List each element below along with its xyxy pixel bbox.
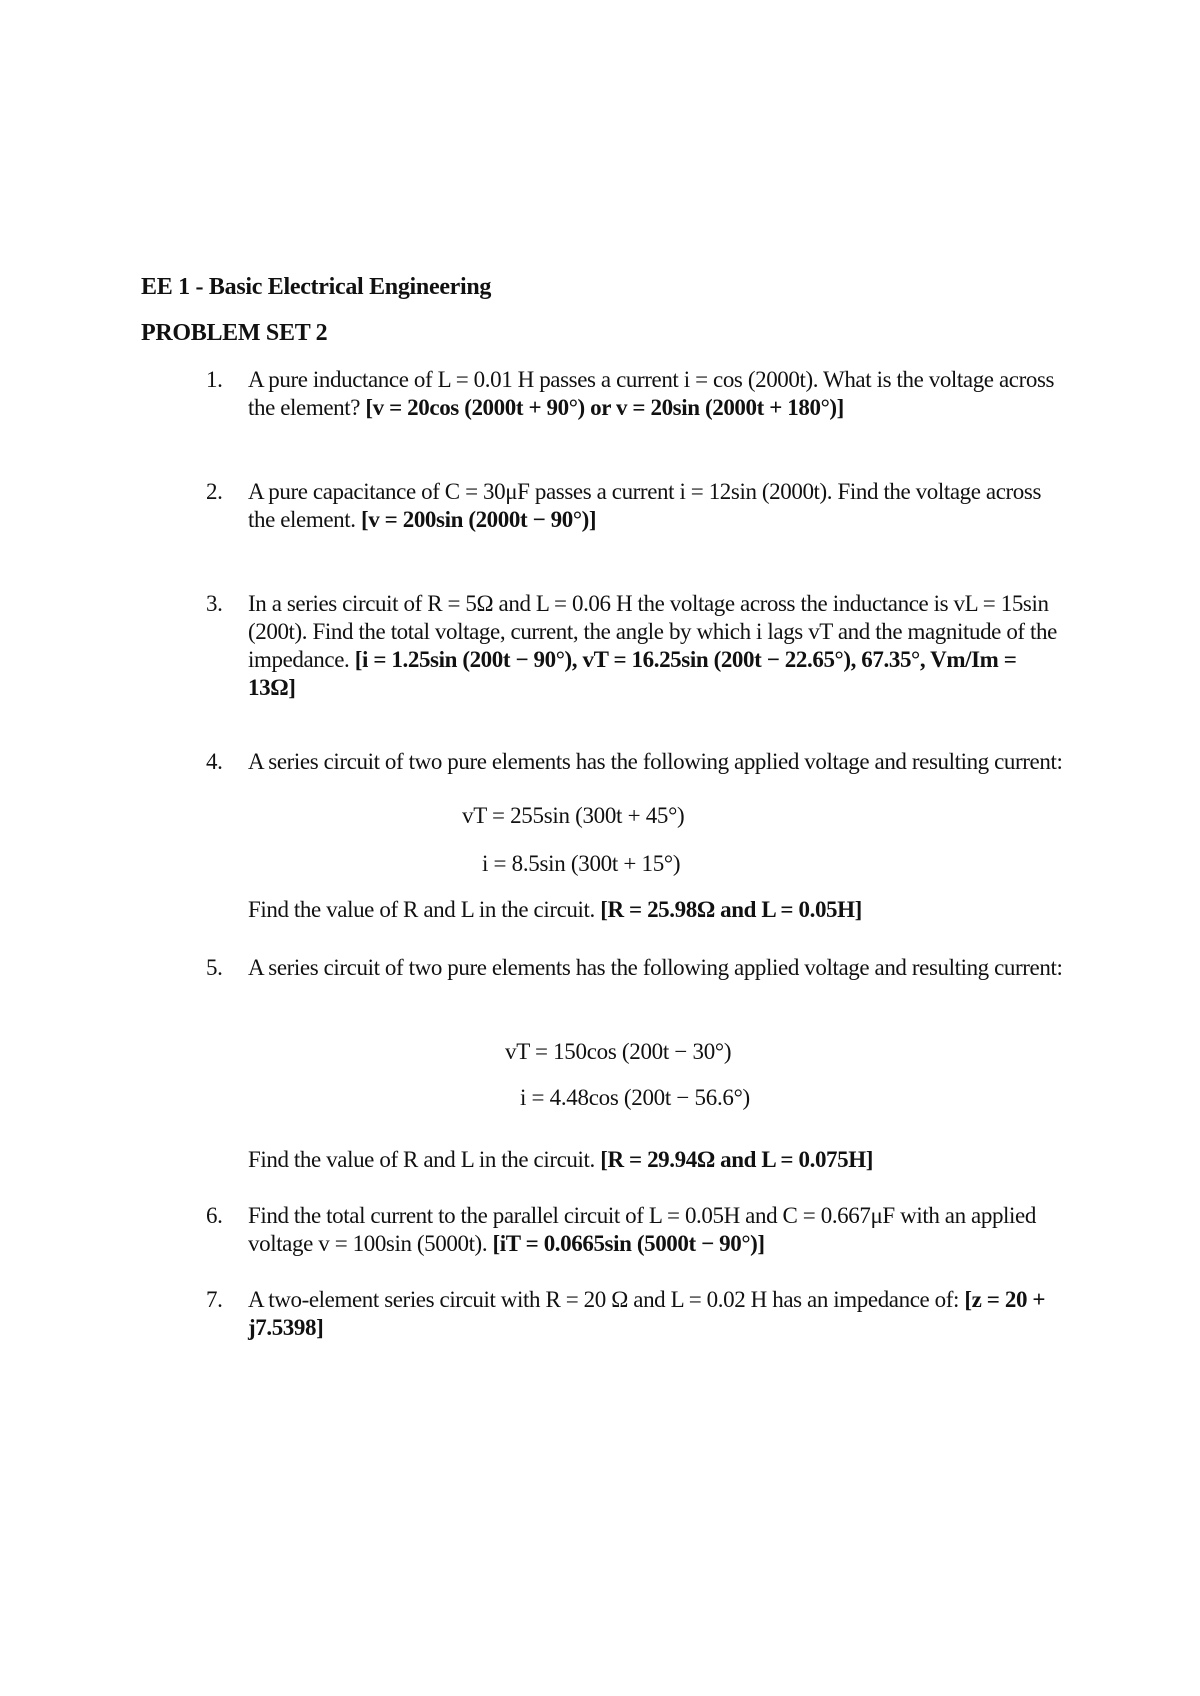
problem-number: 7. [206, 1287, 223, 1312]
problem-answer: [iT = 0.0665sin (5000t − 90°)] [492, 1231, 765, 1256]
problem-5-find [248, 1146, 873, 1174]
problem-text: A series circuit of two pure elements has the following applied voltage and resulting current: [248, 749, 1063, 774]
course-title: EE 1 - Basic Electrical Engineering [141, 274, 492, 300]
problem-4-find [248, 896, 862, 924]
problem-text: Find the total current to the parallel circuit of L = 0.05H and C = 0.667μF with an applied voltage v = 100sin (5000t). [248, 1203, 1036, 1256]
problem-6 [206, 1202, 1066, 1258]
find-text: Find the value of R and L in the circuit. [248, 1147, 595, 1172]
problem-1 [206, 366, 1066, 422]
problem-number: 5. [206, 955, 223, 980]
equation-voltage: vT = 150cos (200t − 30°) [505, 1039, 732, 1064]
problem-answer: [v = 200sin (2000t − 90°)] [360, 507, 597, 532]
problem-number: 3. [206, 591, 223, 616]
problem-answer: [z = 20 + j7.5398] [248, 1287, 1046, 1340]
problem-2 [206, 478, 1066, 534]
problem-answer: [v = 20cos (2000t + 90°) or v = 20sin (2000t + 180°)] [365, 395, 844, 420]
equation-current: i = 4.48cos (200t − 56.6°) [520, 1085, 750, 1110]
problem-4 [206, 748, 1066, 776]
problem-number: 2. [206, 479, 223, 504]
problem-number: 6. [206, 1203, 223, 1228]
problem-answer: [R = 29.94Ω and L = 0.075H] [600, 1147, 873, 1172]
problem-set-title: PROBLEM SET 2 [141, 320, 328, 346]
problem-3 [206, 590, 1066, 702]
problem-number: 1. [206, 367, 223, 392]
equation-current: i = 8.5sin (300t + 15°) [482, 851, 681, 876]
problem-answer: [R = 25.98Ω and L = 0.05H] [600, 897, 862, 922]
find-text: Find the value of R and L in the circuit. [248, 897, 595, 922]
problem-text: In a series circuit of R = 5Ω and L = 0.06 H the voltage across the inductance is vL = 15sin (200t). Find the total voltage, current, the angle by which i lags vT and the magnitude of the impedance. [248, 591, 1057, 672]
problem-text: A two-element series circuit with R = 20 Ω and L = 0.02 H has an impedance of: [248, 1287, 960, 1312]
equation-voltage: vT = 255sin (300t + 45°) [462, 803, 685, 828]
problem-number: 4. [206, 749, 223, 774]
problem-5 [206, 954, 1066, 982]
problem-text: A pure capacitance of C = 30μF passes a current i = 12sin (2000t). Find the voltage across the element. [248, 479, 1042, 532]
problem-answer: [i = 1.25sin (200t − 90°), vT = 16.25sin (200t − 22.65°), 67.35°, Vm/Im = 13Ω] [248, 647, 1017, 700]
problem-7 [206, 1286, 1066, 1342]
problem-text: A series circuit of two pure elements has the following applied voltage and resulting current: [248, 955, 1063, 980]
problem-text: A pure inductance of L = 0.01 H passes a current i = cos (2000t). What is the voltage across the element? [248, 367, 1055, 420]
